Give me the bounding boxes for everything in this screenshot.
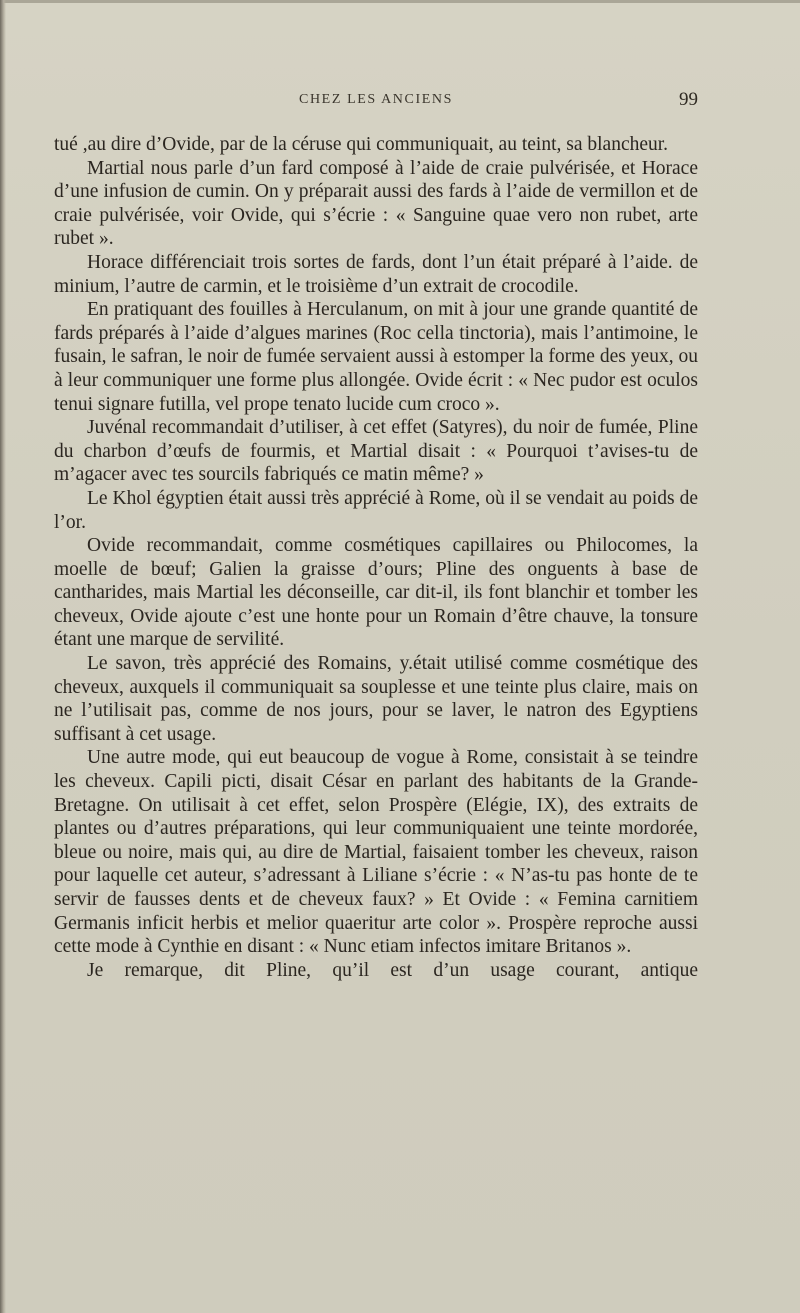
body-text: [54, 133, 698, 982]
paragraph: Juvénal recommandait d’utiliser, à cet effet (Satyres), du noir de fumée, Pline du charbon d’œufs de fourmis, et Martial disait : « Pourquoi t’avises-tu de m’agacer avec tes sourcils fabriqués ce matin même? »: [54, 417, 698, 486]
page-left-edge: [0, 0, 6, 1313]
paragraph: tué ,au dire d’Ovide, par de la céruse qui communiquait, au teint, sa blancheur.: [54, 134, 669, 155]
running-title: CHEZ LES ANCIENS: [299, 92, 453, 107]
paragraph: Je remarque, dit Pline, qu’il est d’un usage courant, antique: [87, 959, 698, 981]
page-number: 99: [679, 89, 698, 110]
page-top-edge: [0, 0, 800, 3]
page-header: [54, 89, 698, 116]
paragraph: Le savon, très apprécié des Romains, y.était utilisé comme cosmétique des cheveux, auxquels il communiquait sa souplesse et une teinte plus claire, mais on ne l’utilisait pas, comme de nos jours, pour se laver, le natron des Egyptiens suffisant à cet usage.: [54, 653, 698, 745]
paragraph: Horace différenciait trois sortes de fards, dont l’un était préparé à l’aide. de minium, l’autre de carmin, et le troisième d’un extrait de crocodile.: [54, 251, 698, 297]
paragraph: En pratiquant des fouilles à Herculanum, on mit à jour une grande quantité de fards préparés à l’aide d’algues marines (Roc cella tinctoria), mais l’antimoine, le fusain, le safran, le noir de fumée servaient aussi à estomper la forme des yeux, ou à leur communiquer une forme plus allongée. Ovide écrit : « Nec pudor est oculos tenui signare futilla, vel prope tenato lucide cum croco ».: [54, 299, 698, 415]
paragraph: Martial nous parle d’un fard composé à l’aide de craie pulvérisée, et Horace d’une infusion de cumin. On y préparait aussi des fards à l’aide de vermillon et de craie pulvérisée, voir Ovide, qui s’écrie : « Sanguine quae vero non rubet, arte rubet ».: [54, 157, 698, 250]
paragraph: Une autre mode, qui eut beaucoup de vogue à Rome, consistait à se teindre les cheveux. Capili picti, disait César en parlant des habitants de la Grande-Bretagne. On utilisait à cet effet, selon Prospère (Elégie, IX), des extraits de plantes ou d’autres préparations, qui leur communiquaient une teinte mordorée, bleue ou noire, mais qui, au dire de Martial, faisaient tomber les cheveux, raison pour laquelle cet auteur, s’adressant à Liliane s’écrie : « N’as-tu pas honte de te servir de fausses dents et de cheveux faux? » Et Ovide : « Femina carnitiem Germanis inficit herbis et melior quaeritur arte color ». Prospère reproche aussi cette mode à Cynthie en disant : « Nunc etiam infectos imitare Britanos ».: [54, 747, 698, 958]
paragraph: Le Khol égyptien était aussi très apprécié à Rome, où il se vendait au poids de l’or.: [54, 487, 698, 533]
paragraph: Ovide recommandait, comme cosmétiques capillaires ou Philocomes, la moelle de bœuf; Galien la graisse d’ours; Pline des onguents à base de cantharides, mais Martial les déconseille, car dit-il, ils font blanchir et tomber les cheveux, Ovide ajoute c’est une honte pour un Romain d’être chauve, la tonsure étant une marque de servilité.: [54, 535, 698, 651]
